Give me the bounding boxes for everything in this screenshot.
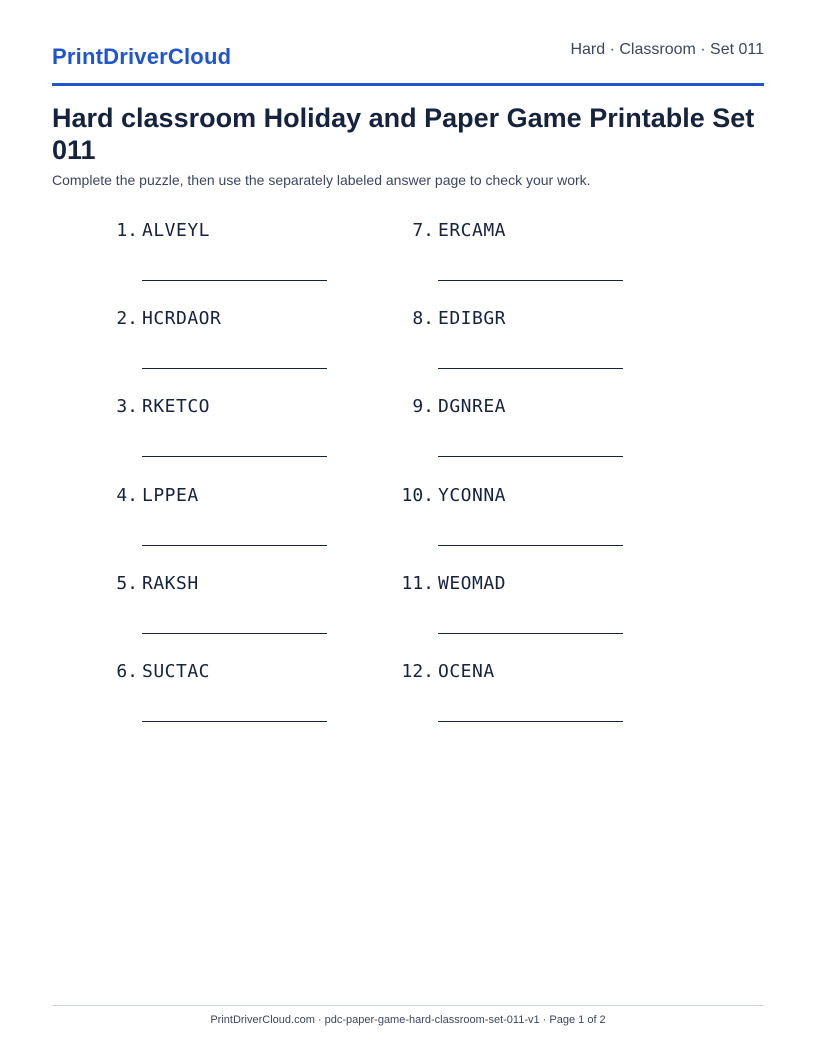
answer-blank — [438, 545, 623, 546]
answer-blank — [142, 721, 327, 722]
scrambled-word: RKETCO — [142, 396, 211, 417]
item-number: 12. — [401, 661, 434, 682]
item-number: 5. — [116, 573, 138, 594]
scrambled-word: WEOMAD — [438, 573, 507, 594]
answer-blank — [438, 280, 623, 281]
scrambled-word: ERCAMA — [438, 220, 507, 241]
item-number: 10. — [401, 485, 434, 506]
puzzle-item — [348, 485, 648, 555]
scrambled-word: SUCTAC — [142, 661, 211, 682]
page-header — [52, 0, 764, 86]
puzzle-item — [348, 396, 648, 466]
puzzle-item — [348, 661, 648, 731]
scrambled-word: YCONNA — [438, 485, 507, 506]
item-number: 9. — [412, 396, 434, 417]
scrambled-word: HCRDAOR — [142, 308, 222, 329]
header-meta: Hard · Classroom · Set 011 — [570, 41, 764, 58]
item-number: 8. — [412, 308, 434, 329]
item-number: 3. — [116, 396, 138, 417]
scrambled-word: OCENA — [438, 661, 495, 682]
item-number: 7. — [412, 220, 434, 241]
item-number: 11. — [401, 573, 434, 594]
answer-blank — [438, 633, 623, 634]
page-subtitle: Complete the puzzle, then use the separately labeled answer page to check your work. — [52, 172, 591, 188]
puzzle-item — [52, 308, 352, 378]
scrambled-word: EDIBGR — [438, 308, 507, 329]
puzzle-item — [52, 220, 352, 290]
answer-blank — [142, 280, 327, 281]
answer-blank — [142, 456, 327, 457]
footer-divider — [52, 1005, 764, 1006]
answer-blank — [142, 545, 327, 546]
page-footer: PrintDriverCloud.com · pdc-paper-game-hard-classroom-set-011-v1 · Page 1 of 2 — [210, 1014, 606, 1026]
scrambled-word: RAKSH — [142, 573, 199, 594]
puzzle-item — [348, 573, 648, 643]
item-number: 6. — [116, 661, 138, 682]
answer-blank — [438, 368, 623, 369]
puzzle-item — [52, 661, 352, 731]
puzzle-item — [52, 485, 352, 555]
answer-blank — [438, 456, 623, 457]
item-number: 1. — [116, 220, 138, 241]
puzzle-item — [348, 308, 648, 378]
page-title: Hard classroom Holiday and Paper Game Printable Set 011 — [52, 103, 755, 165]
item-number: 2. — [116, 308, 138, 329]
brand-logo[interactable]: PrintDriverCloud — [52, 44, 232, 69]
puzzle-item — [52, 573, 352, 643]
scrambled-word: LPPEA — [142, 485, 199, 506]
scrambled-word: DGNREA — [438, 396, 507, 417]
answer-blank — [142, 368, 327, 369]
answer-blank — [142, 633, 327, 634]
scrambled-word: ALVEYL — [142, 220, 211, 241]
puzzle-item — [348, 220, 648, 290]
puzzle-item — [52, 396, 352, 466]
item-number: 4. — [116, 485, 138, 506]
worksheet-page — [52, 0, 764, 1056]
answer-blank — [438, 721, 623, 722]
